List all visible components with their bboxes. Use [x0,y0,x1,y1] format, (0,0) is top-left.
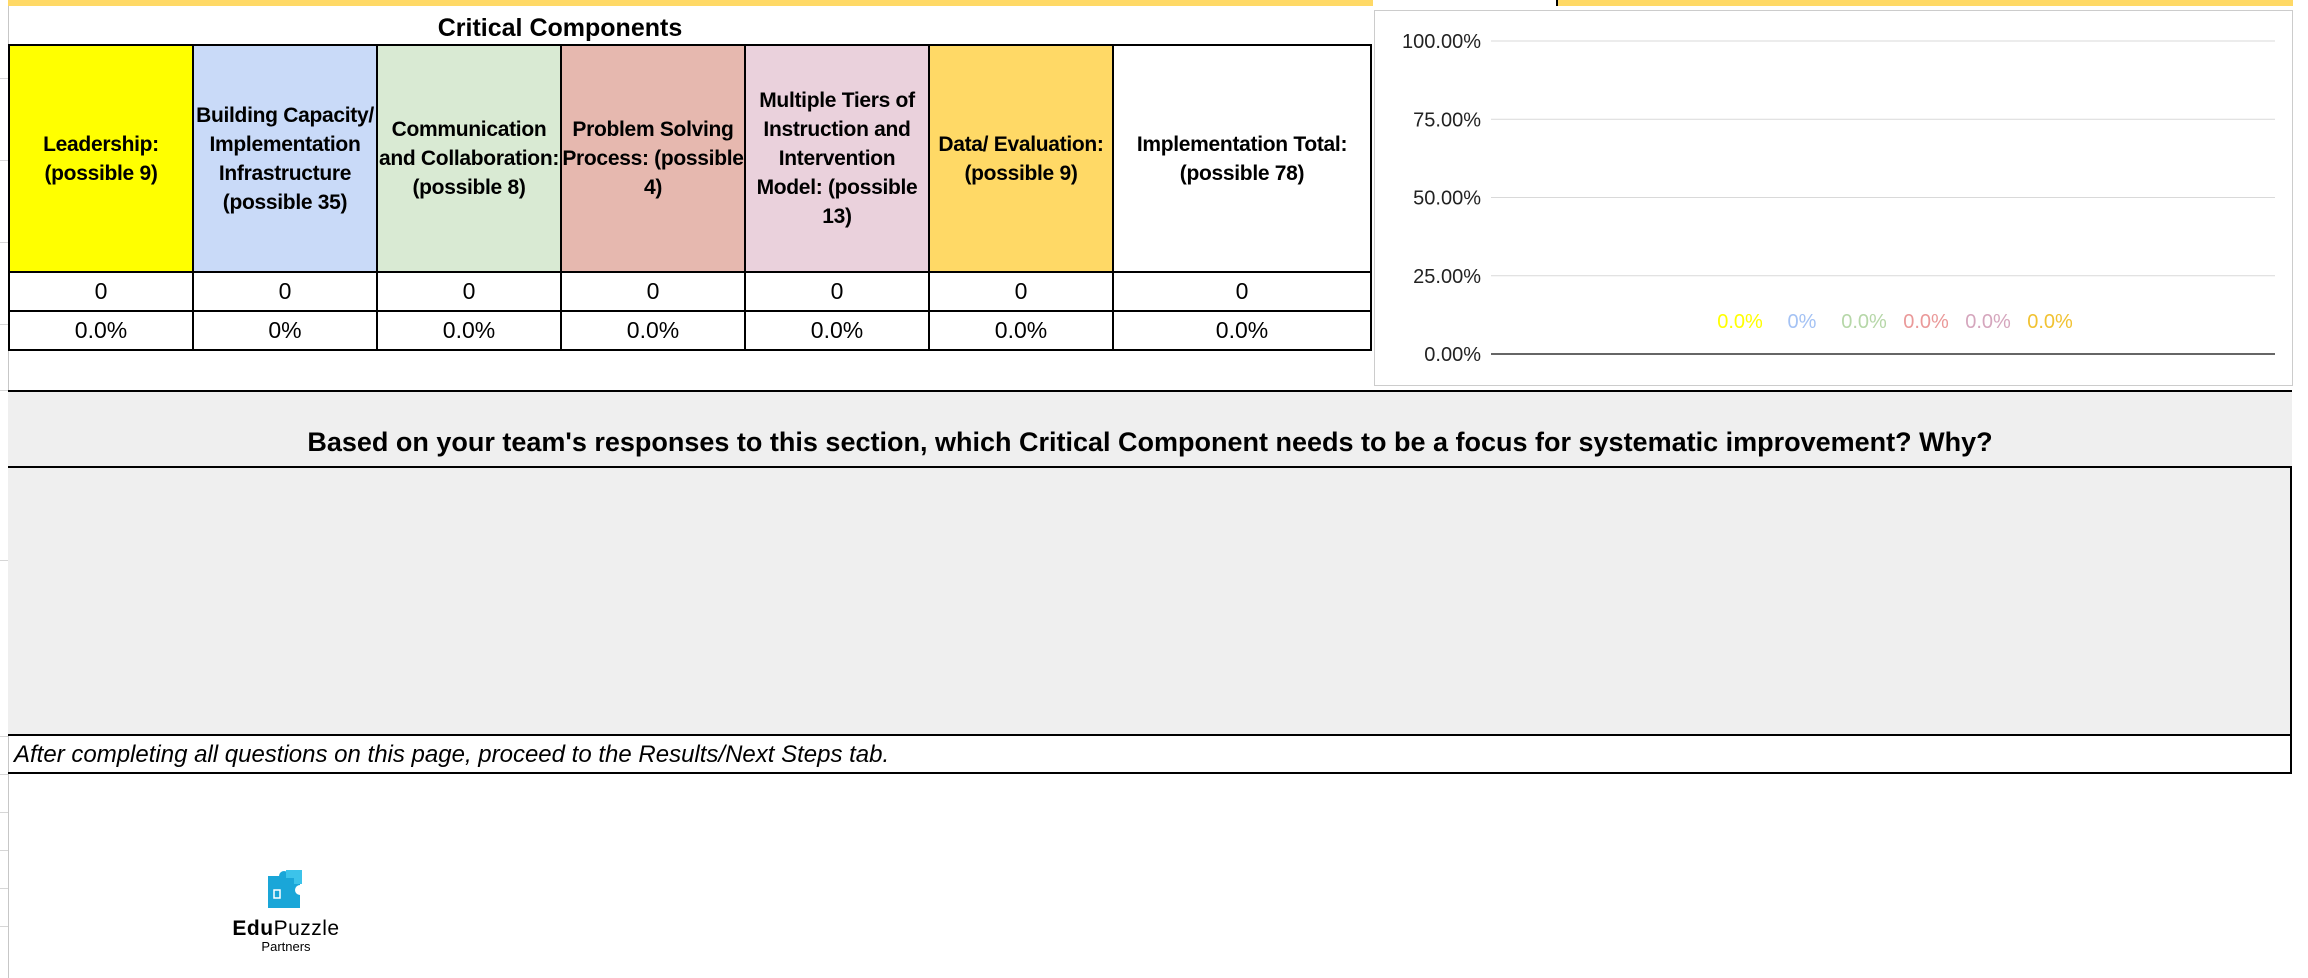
bar-data-label: 0% [1787,311,1817,333]
leadership-header[interactable]: Leadership: (possible 9) [9,45,193,272]
building-capacity-header[interactable]: Building Capacity/ Implementation Infrastructure (possible 35) [193,45,377,272]
edupuzzle-logo [226,868,346,954]
data-evaluation-score[interactable]: 0 [929,272,1113,311]
communication-score[interactable]: 0 [377,272,561,311]
header-band-mid [378,0,1373,6]
building-capacity-score[interactable]: 0 [193,272,377,311]
problem-solving-percent[interactable]: 0.0% [561,311,745,350]
critical-components-table [8,44,1372,351]
implementation-total-percent[interactable]: 0.0% [1113,311,1371,350]
leadership-score[interactable]: 0 [9,272,193,311]
component-header-row [9,45,1371,272]
problem-solving-header[interactable]: Problem Solving Process: (possible 4) [561,45,745,272]
percent-row [9,311,1371,350]
y-tick-label: 0.00% [1424,344,1481,366]
puzzle-piece-icon [264,868,308,912]
section-title: Critical Components [437,14,683,42]
data-evaluation-percent[interactable]: 0.0% [929,311,1113,350]
y-tick-label: 100.00% [1402,31,1481,53]
y-tick-label: 25.00% [1413,265,1481,288]
header-band-right [1556,0,2293,6]
logo-wordmark: EduPuzzle [232,917,340,940]
y-tick-label: 75.00% [1413,109,1481,132]
chart-canvas [1375,11,2292,385]
component-percent-chart[interactable] [1374,10,2293,386]
bar-data-label: 0.0% [1717,311,1763,333]
score-row [9,272,1371,311]
multiple-tiers-header[interactable]: Multiple Tiers of Instruction and Intervention Model: (possible 13) [745,45,929,272]
multiple-tiers-percent[interactable]: 0.0% [745,311,929,350]
implementation-total-score[interactable]: 0 [1113,272,1371,311]
next-steps-footnote: After completing all questions on this page, proceed to the Results/Next Steps tab. [8,736,2292,774]
bar-data-label: 0.0% [1965,311,2011,333]
improvement-question: Based on your team's responses to this section, which Critical Component needs to be a focus for systematic improvement? Why? [8,390,2292,468]
header-band-left [8,0,378,6]
problem-solving-score[interactable]: 0 [561,272,745,311]
data-evaluation-header[interactable]: Data/ Evaluation: (possible 9) [929,45,1113,272]
bar-data-label: 0.0% [1841,311,1887,333]
bar-data-label: 0.0% [2027,311,2073,333]
multiple-tiers-score[interactable]: 0 [745,272,929,311]
improvement-answer-cell[interactable] [8,468,2292,736]
bar-data-label: 0.0% [1903,311,1949,333]
communication-header[interactable]: Communication and Collaboration: (possible 8) [377,45,561,272]
logo-subtitle: Partners [261,939,311,954]
leadership-percent[interactable]: 0.0% [9,311,193,350]
implementation-total-header[interactable]: Implementation Total: (possible 78) [1113,45,1371,272]
building-capacity-percent[interactable]: 0% [193,311,377,350]
communication-percent[interactable]: 0.0% [377,311,561,350]
y-tick-label: 50.00% [1413,187,1481,210]
